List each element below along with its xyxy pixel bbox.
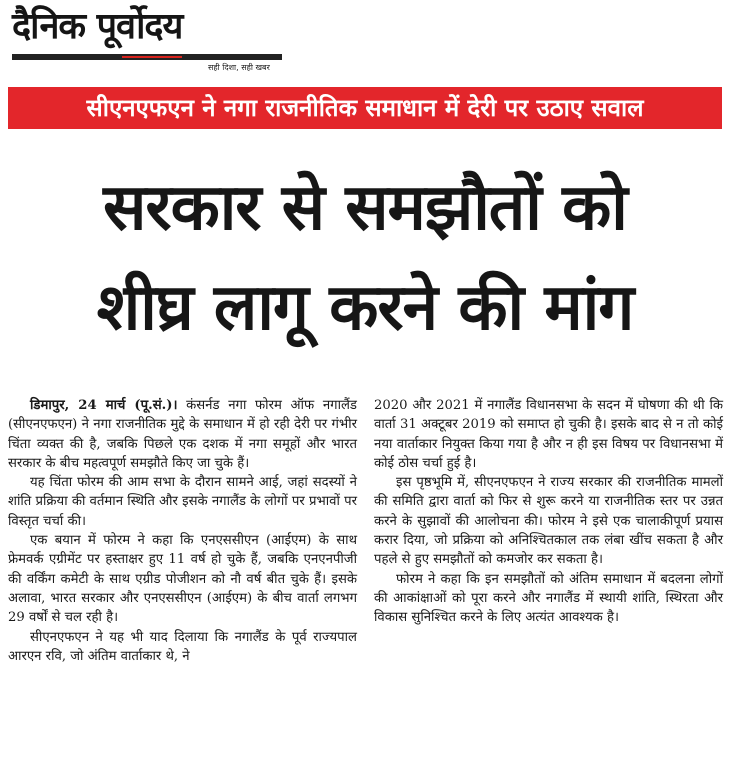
article-column-right — [374, 396, 723, 628]
headline-line-2: शीघ्र लागू करने की मांग — [96, 271, 634, 345]
article-column-left — [8, 396, 357, 666]
headline — [6, 158, 724, 358]
dateline: डिमापुर, 24 मार्च (पू.सं.)। — [30, 398, 178, 413]
article-paragraph: यह चिंता फोरम की आम सभा के दौरान सामने आई, जहां सदस्यों ने शांति प्रक्रिया की वर्तमान स्थिति और इसके नगालैंड के लोगों पर प्रभावों पर विस्तृत चर्चा की। — [8, 475, 357, 529]
masthead-tagline: सही दिशा, सही खबर — [208, 63, 270, 72]
kicker-banner: सीएनएफएन ने नगा राजनीतिक समाधान में देरी पर उठाए सवाल — [8, 87, 722, 129]
article-paragraph: 2020 और 2021 में नगालैंड विधानसभा के सदन में घोषणा की थी कि वार्ता 31 अक्टूबर 2019 को समाप्त हो चुकी है। इसके बाद से न तो कोई नया वार्ताकार नियुक्त किया गया है और न ही इस विषय पर विधानसभा में कोई ठोस चर्चा हुई है। — [374, 398, 723, 471]
headline-line-1: सरकार से समझौतों को — [103, 171, 627, 245]
paragraph-text: कंसर्नड नगा फोरम ऑफ नगालैंड (सीएनएफएन) ने नगा राजनीतिक मुद्दे के समाधान में हो रही देरी पर गंभीर चिंता व्यक्त की है, जबकि पिछले एक दशक में नगा समूहों और भारत सरकार के बीच महत्वपूर्ण समझौते किए जा चुके हैं। — [8, 398, 357, 471]
article-paragraph: फोरम ने कहा कि इन समझौतों को अंतिम समाधान में बदलना लोगों की आकांक्षाओं को पूरा करने और नगालैंड में स्थायी शांति, स्थिरता और विकास सुनिश्चित करने के लिए अत्यंत आवश्यक है। — [374, 571, 723, 626]
article-paragraph: एक बयान में फोरम ने कहा कि एनएससीएन (आईएम) के साथ फ्रेमवर्क एग्रीमेंट पर हस्ताक्षर हुए 11 वर्ष हो चुके हैं, जबकि एनएनपीजी की वर्किंग कमेटी के साथ एग्रीड पोजीशन को नौ वर्ष बीत चुके हैं। इसके अलावा, भारत सरकार और एनएससीएन (आईएम) के बीच वार्ता लगभग 29 वर्षों से चल रही है। — [8, 533, 357, 626]
article-paragraph: इस पृष्ठभूमि में, सीएनएफएन ने राज्य सरकार की राजनीतिक मामलों की समिति द्वारा वार्ता को फिर से शुरू करने या राजनीतिक स्तर पर उन्नत करने के सुझावों की आलोचना की। फोरम ने इसे एक चालाकीपूर्ण प्रयास करार दिया, जो प्रक्रिया को अनिश्चितकाल तक लंबा खींच सकता है और पहले से हुए समझौतों को कमजोर कर सकता है। — [374, 475, 723, 568]
article-paragraph: सीएनएफएन ने यह भी याद दिलाया कि नगालैंड के पूर्व राज्यपाल आरएन रवि, जो अंतिम वार्ताकार थे, ने — [8, 629, 357, 664]
newspaper-logo: दैनिक पूर्वोदय — [12, 6, 183, 47]
masthead-accent — [122, 56, 182, 58]
masthead — [12, 4, 288, 74]
article-paragraph — [8, 396, 357, 473]
